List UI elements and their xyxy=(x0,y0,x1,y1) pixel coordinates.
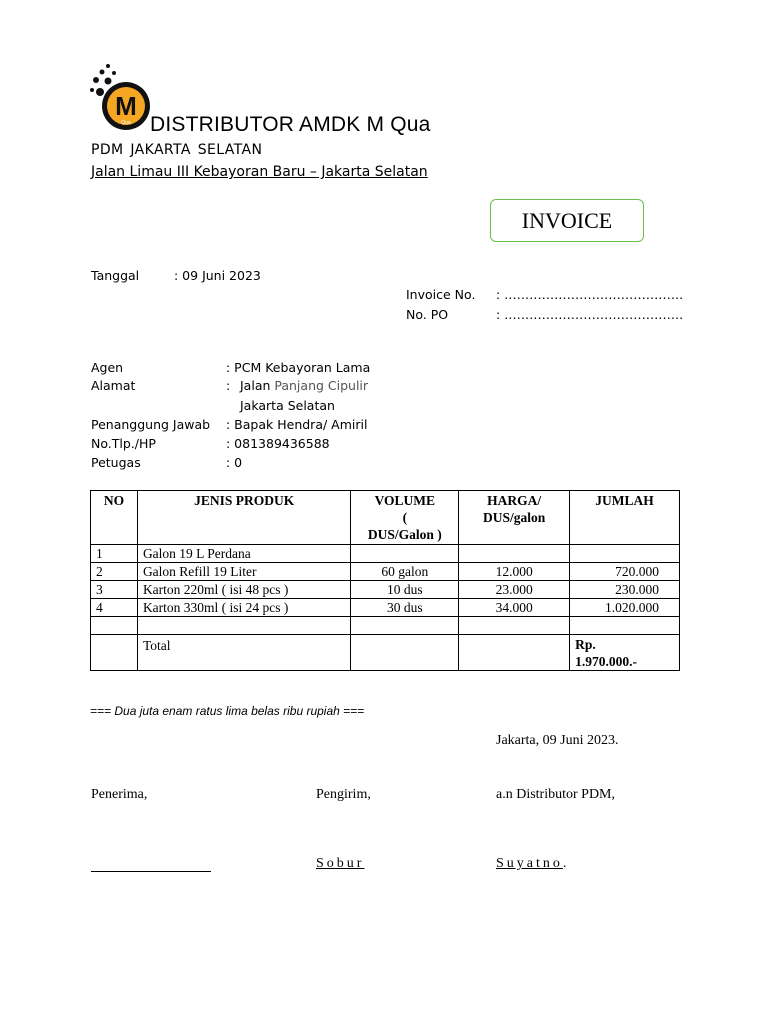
header-harga xyxy=(459,491,570,545)
header-harga-2: DUS/galon xyxy=(483,510,546,525)
table-row xyxy=(91,617,680,635)
pengirim-label: Pengirim, xyxy=(316,787,371,802)
cell-no: 2 xyxy=(91,563,138,581)
cell-harga xyxy=(459,617,570,635)
alamat-street: Panjang Cipulir xyxy=(274,378,369,393)
cell-produk: Karton 220ml ( isi 48 pcs ) xyxy=(137,581,350,599)
cell-volume: 60 galon xyxy=(351,563,459,581)
cell-jumlah: 230.000 xyxy=(570,581,680,599)
po-value: : ……………………………………. xyxy=(496,307,684,322)
cell-no: 3 xyxy=(91,581,138,599)
total-label: Total xyxy=(137,635,350,671)
tanggal-value: : 09 Juni 2023 xyxy=(174,268,261,283)
company-logo xyxy=(88,62,154,136)
invoice-title-box xyxy=(490,199,644,242)
logo-letter: M xyxy=(115,91,137,121)
logo-small-text: Qua xyxy=(121,120,131,126)
cell-total-volume xyxy=(351,635,459,671)
cell-total-harga xyxy=(459,635,570,671)
alamat-label: Alamat xyxy=(91,378,136,393)
alamat-value-line1 xyxy=(240,378,368,393)
cell-volume xyxy=(351,617,459,635)
header-volume-2: ( xyxy=(402,510,408,525)
cell-jumlah: 720.000 xyxy=(570,563,680,581)
alamat-value-line2: Jakarta Selatan xyxy=(240,398,335,413)
tlp-label: No.Tlp./HP xyxy=(91,436,156,451)
amount-in-words: === Dua juta enam ratus lima belas ribu rupiah === xyxy=(90,704,365,718)
an-name-wrap xyxy=(496,856,566,872)
total-value xyxy=(570,635,680,671)
table-row xyxy=(91,563,680,581)
cell-no xyxy=(91,617,138,635)
total-row xyxy=(91,635,680,671)
cell-total-no xyxy=(91,635,138,671)
header-volume-3: DUS/Galon ) xyxy=(367,527,442,542)
tlp-value: : 081389436588 xyxy=(226,436,330,451)
cell-harga xyxy=(459,545,570,563)
header-harga-1: HARGA/ xyxy=(487,493,542,508)
po-label: No. PO xyxy=(406,307,449,322)
cell-jumlah xyxy=(570,545,680,563)
an-name: Suyatno xyxy=(496,856,563,871)
place-date: Jakarta, 09 Juni 2023. xyxy=(496,733,619,748)
cell-produk: Galon Refill 19 Liter xyxy=(137,563,350,581)
company-address: Jalan Limau III Kebayoran Baru – Jakarta Selatan xyxy=(91,164,428,180)
cell-harga: 23.000 xyxy=(459,581,570,599)
invoice-no-label: Invoice No. xyxy=(406,287,476,302)
header-volume-1: VOLUME xyxy=(374,493,436,508)
cell-harga: 12.000 xyxy=(459,563,570,581)
pj-label: Penanggung Jawab xyxy=(91,417,211,432)
cell-volume xyxy=(351,545,459,563)
header-produk: JENIS PRODUK xyxy=(137,491,350,545)
cell-no: 1 xyxy=(91,545,138,563)
header-no: NO xyxy=(91,491,138,545)
tanggal-label: Tanggal xyxy=(91,268,140,283)
invoice-title: INVOICE xyxy=(521,207,613,233)
cell-jumlah: 1.020.000 xyxy=(570,599,680,617)
cell-volume: 10 dus xyxy=(351,581,459,599)
cell-produk: Karton 330ml ( isi 24 pcs ) xyxy=(137,599,350,617)
total-value-currency: Rp. xyxy=(575,637,596,652)
table-row xyxy=(91,581,680,599)
petugas-label: Petugas xyxy=(91,455,141,470)
an-name-dot: . xyxy=(562,856,567,871)
agen-label: Agen xyxy=(91,360,124,375)
petugas-value: : 0 xyxy=(226,455,243,470)
alamat-colon: : xyxy=(226,378,231,393)
invoice-no-value: : ……………………………………. xyxy=(496,287,684,302)
pengirim-name: Sobur xyxy=(316,856,365,871)
branch-name: PDM JAKARTA SELATAN xyxy=(91,142,263,158)
an-label: a.n Distributor PDM, xyxy=(496,787,615,802)
header-volume xyxy=(351,491,459,545)
total-value-amount: 1.970.000.- xyxy=(575,654,637,669)
table-row xyxy=(91,599,680,617)
cell-produk: Galon 19 L Perdana xyxy=(137,545,350,563)
pj-value: : Bapak Hendra/ Amiril xyxy=(226,417,368,432)
cell-no: 4 xyxy=(91,599,138,617)
penerima-label: Penerima, xyxy=(91,787,148,802)
penerima-signature-line xyxy=(91,871,211,872)
invoice-table xyxy=(90,490,680,671)
cell-harga: 34.000 xyxy=(459,599,570,617)
agen-value: : PCM Kebayoran Lama xyxy=(226,360,371,375)
company-name: DISTRIBUTOR AMDK M Qua xyxy=(150,113,431,136)
table-header-row xyxy=(91,491,680,545)
alamat-jalan: Jalan xyxy=(240,378,275,393)
header-jumlah: JUMLAH xyxy=(570,491,680,545)
cell-produk xyxy=(137,617,350,635)
cell-volume: 30 dus xyxy=(351,599,459,617)
cell-jumlah xyxy=(570,617,680,635)
table-row xyxy=(91,545,680,563)
